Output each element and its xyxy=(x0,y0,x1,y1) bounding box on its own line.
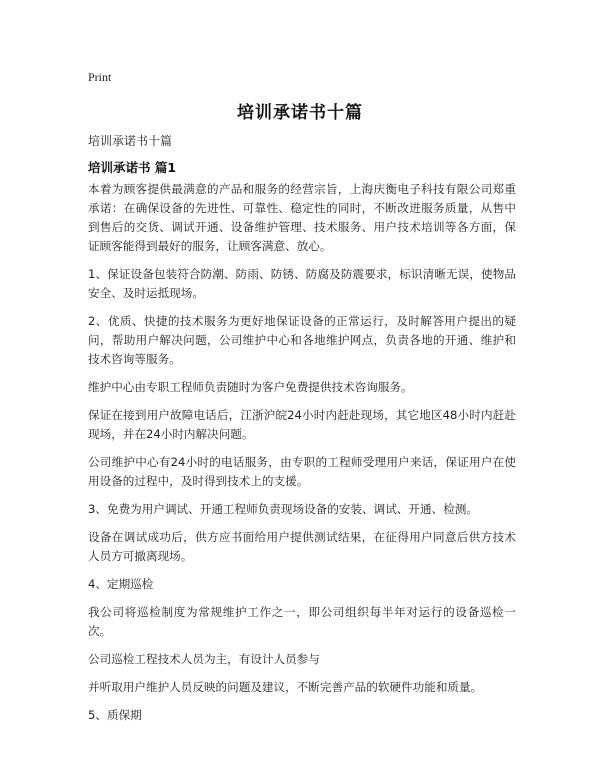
document-subtitle: 培训承诺书十篇 xyxy=(88,134,173,148)
paragraph: 公司巡检工程技术人员为主，有设计人员参与 xyxy=(88,652,320,666)
paragraph: 公司维护中心有24小时的电话服务，由专职的工程师受理用户来话，保证用户在使用设备的过程中，及时得到技术上的支援。 xyxy=(88,455,516,488)
paragraph: 2、优质、快捷的技术服务为更好地保证设备的正常运行，及时解答用户提出的疑问，帮助用户解决问题，公司维护中心和各地维护网点，负责各地的开通、维护和技术咨询等服务。 xyxy=(88,314,516,366)
paragraph: 1、保证设备包装符合防潮、防雨、防锈、防腐及防震要求，标识清晰无误，使物品安全、及时运抵现场。 xyxy=(88,267,516,300)
paragraph: 3、免费为用户调试、开通工程师负责现场设备的安装、调试、开通、检测。 xyxy=(88,502,478,516)
page-title: 培训承诺书十篇 xyxy=(237,103,363,123)
document-body xyxy=(88,180,516,734)
section-heading: 培训承诺书 篇1 xyxy=(88,160,177,175)
paragraph: 4、定期巡检 xyxy=(88,577,154,591)
paragraph: 本着为顾客提供最满意的产品和服务的经营宗旨，上海庆衡电子科技有限公司郑重承诺：在确保设备的先进性、可靠性、稳定性的同时，不断改进服务质量，从售中到售后的交货、调试开通、设备维护管理、技术服务、用户技术培训等各方面，保证顾客能得到最好的服务，让顾客满意、放心。 xyxy=(88,182,516,253)
paragraph: 维护中心由专职工程师负责随时为客户免费提供技术咨询服务。 xyxy=(88,380,413,394)
paragraph: 5、质保期 xyxy=(88,708,142,722)
paragraph: 我公司将巡检制度为常规维护工作之一，即公司组织每半年对运行的设备巡检一次。 xyxy=(88,605,516,638)
paragraph: 并听取用户维护人员反映的问题及建议，不断完善产品的软硬件功能和质量。 xyxy=(88,680,483,694)
print-link[interactable]: Print xyxy=(88,70,112,84)
paragraph: 设备在调试成功后，供方应书面给用户提供测试结果，在征得用户同意后供方技术人员方可撤离现场。 xyxy=(88,530,516,563)
paragraph: 保证在接到用户故障电话后，江浙沪皖24小时内赶赴现场，其它地区48小时内赶赴现场，并在24小时内解决问题。 xyxy=(88,408,516,441)
